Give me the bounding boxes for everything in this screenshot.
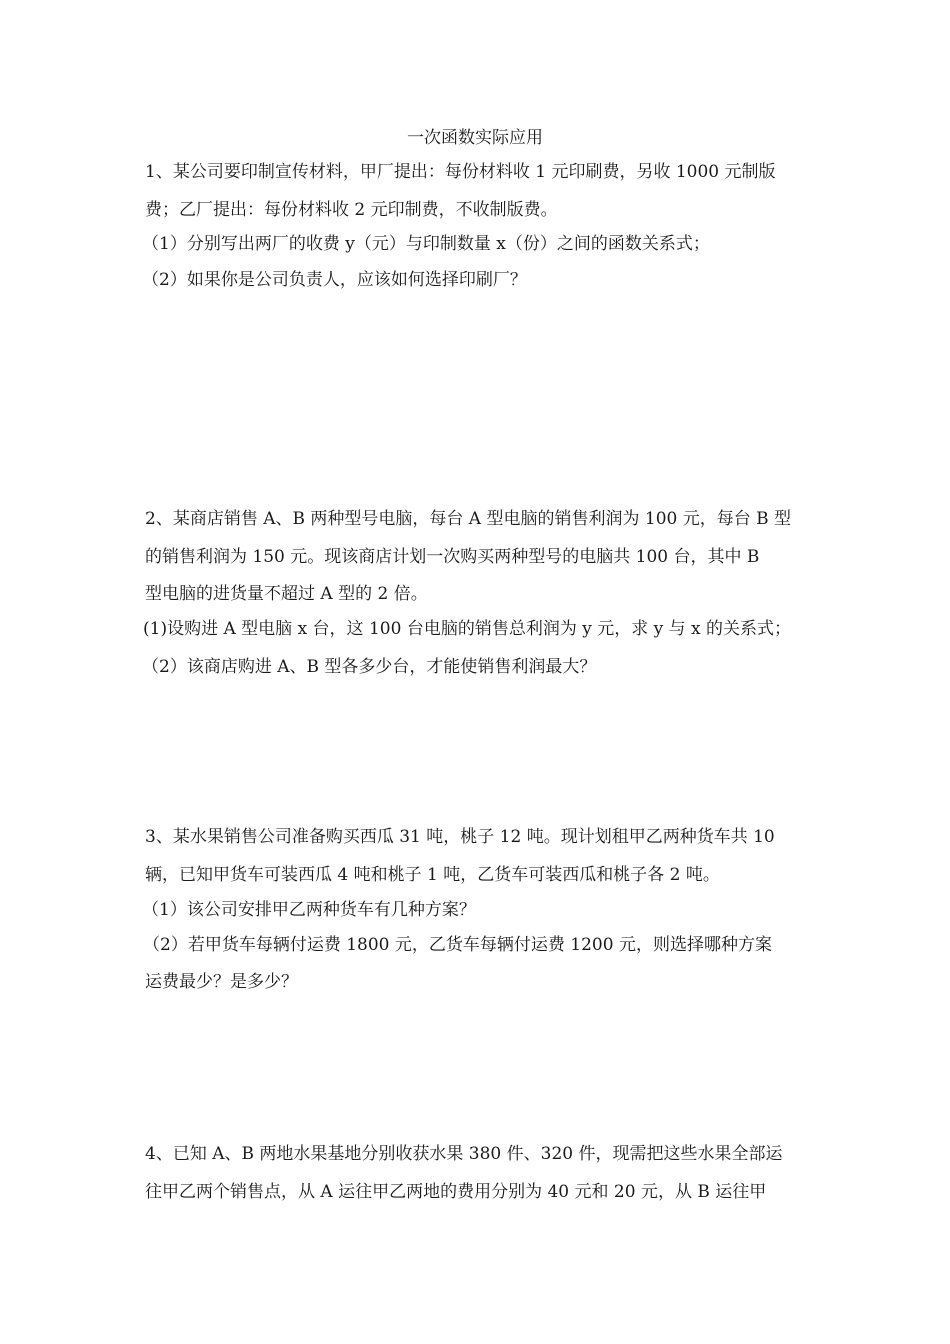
q1-line-1: 1、某公司要印制宣传材料，甲厂提出：每份材料收 1 元印刷费，另收 1000 元制版 [145, 162, 776, 182]
q3-line-2: 辆，已知甲货车可装西瓜 4 吨和桃子 1 吨，乙货车可装西瓜和桃子各 2 吨。 [145, 865, 720, 885]
q3-part-2: （2）若甲货车每辆付运费 1800 元，乙货车每辆付运费 1200 元，则选择哪种方案 [143, 935, 772, 955]
q4-line-2: 往甲乙两个销售点，从 A 运往甲乙两地的费用分别为 40 元和 20 元，从 B 运往甲 [145, 1182, 767, 1202]
q4-line-1: 4、已知 A、B 两地水果基地分别收获水果 380 件、320 件，现需把这些水果全部运 [145, 1144, 783, 1164]
page-title: 一次函数实际应用 [407, 128, 543, 148]
q3-part-2-cont: 运费最少？是多少？ [145, 972, 298, 992]
q2-line-2: 的销售利润为 150 元。现该商店计划一次购买两种型号的电脑共 100 台，其中 B [145, 547, 760, 567]
q2-part-1: (1)设购进 A 型电脑 x 台，这 100 台电脑的销售总利润为 y 元，求 y 与 x 的关系式； [143, 619, 792, 639]
q1-part-1: （1）分别写出两厂的收费 y（元）与印制数量 x（份）之间的函数关系式； [142, 234, 710, 254]
q3-part-1: （1）该公司安排甲乙两种货车有几种方案？ [142, 900, 476, 920]
q2-line-3: 型电脑的进货量不超过 A 型的 2 倍。 [145, 584, 428, 604]
q1-line-2: 费；乙厂提出：每份材料收 2 元印制费，不收制版费。 [145, 200, 558, 220]
q1-part-2: （2）如果你是公司负责人，应该如何选择印刷厂？ [142, 270, 527, 290]
q2-part-2: （2）该商店购进 A、B 型各多少台，才能使销售利润最大？ [142, 657, 597, 677]
q2-line-1: 2、某商店销售 A、B 两种型号电脑，每台 A 型电脑的销售利润为 100 元，每台 B 型 [145, 509, 792, 529]
q3-line-1: 3、某水果销售公司准备购买西瓜 31 吨，桃子 12 吨。现计划租甲乙两种货车共 10 [145, 827, 775, 847]
